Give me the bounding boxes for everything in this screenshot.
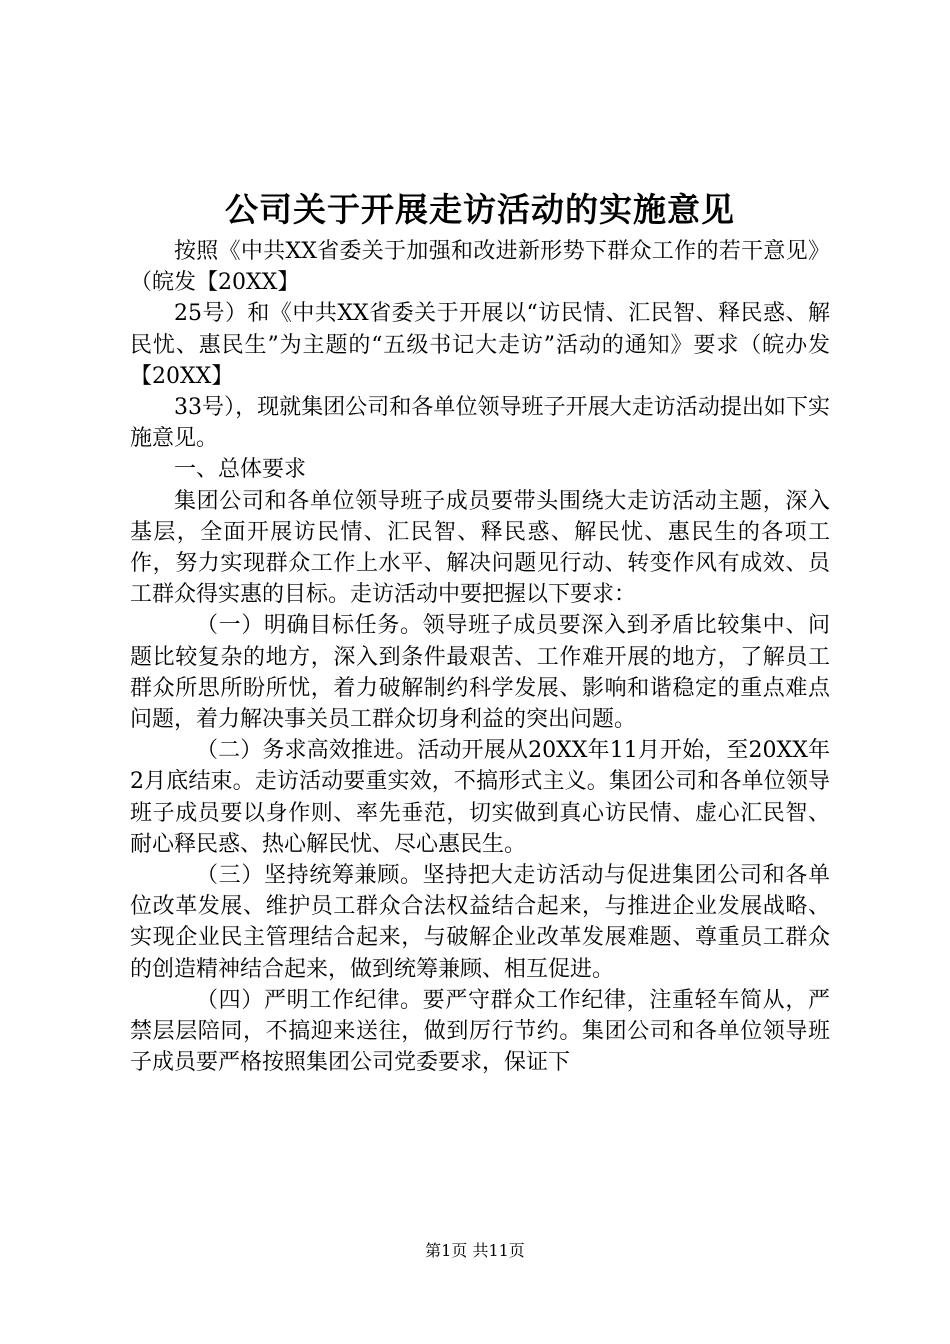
paragraph-item-2: （二）务求高效推进。活动开展从20XX年11月开始，至20XX年2月底结束。走访活动要重实效，不搞形式主义。集团公司和各单位领导班子成员要以身作则、率先垂范，切实做到真心访民情、虚心汇民智、耐心释民惑、热心解民忧、尽心惠民生。: [130, 738, 830, 857]
paragraph-intro-1: 按照《中共XX省委关于加强和改进新形势下群众工作的若干意见》（皖发【20XX】: [130, 239, 830, 296]
section-heading-general-requirements: 一、总体要求: [174, 457, 307, 483]
paragraph-intro-2: 25号）和《中共XX省委关于开展以“访民情、汇民智、释民惑、解民忧、惠民生”为主题的“五级书记大走访”活动的通知》要求（皖办发【20XX】: [130, 301, 830, 389]
paragraph-item-1: （一）明确目标任务。领导班子成员要深入到矛盾比较集中、问题比较复杂的地方，深入到条件最艰苦、工作难开展的地方，了解员工群众所思所盼所忧，着力破解制约科学发展、影响和谐稳定的重点难点问题，着力解决事关员工群众切身利益的突出问题。: [130, 613, 830, 733]
page-footer: 第1页 共11页: [425, 1241, 525, 1260]
document-title: 公司关于开展走访活动的实施意见: [225, 190, 735, 229]
document-body: [130, 236, 830, 1078]
paragraph-item-3: （三）坚持统筹兼顾。坚持把大走访活动与促进集团公司和各单位改革发展、维护员工群众合法权益结合起来，与推进企业发展战略、实现企业民主管理结合起来，与破解企业改革发展难题、尊重员工群众的创造精神结合起来，做到统筹兼顾、相互促进。: [130, 863, 830, 982]
document-page: [130, 0, 830, 1344]
paragraph-item-4: （四）严明工作纪律。要严守群众工作纪律，注重轻车简从，严禁层层陪同，不搞迎来送往，做到厉行节约。集团公司和各单位领导班子成员要严格按照集团公司党委要求，保证下: [130, 987, 830, 1076]
paragraph-intro-3: 33号），现就集团公司和各单位领导班子开展大走访活动提出如下实施意见。: [130, 395, 830, 452]
paragraph-general-requirements: 集团公司和各单位领导班子成员要带头围绕大走访活动主题，深入基层，全面开展访民情、汇民智、释民惑、解民忧、惠民生的各项工作，努力实现群众工作上水平、解决问题见行动、转变作风有成效、员工群众得实惠的目标。走访活动中要把握以下要求：: [130, 488, 830, 608]
